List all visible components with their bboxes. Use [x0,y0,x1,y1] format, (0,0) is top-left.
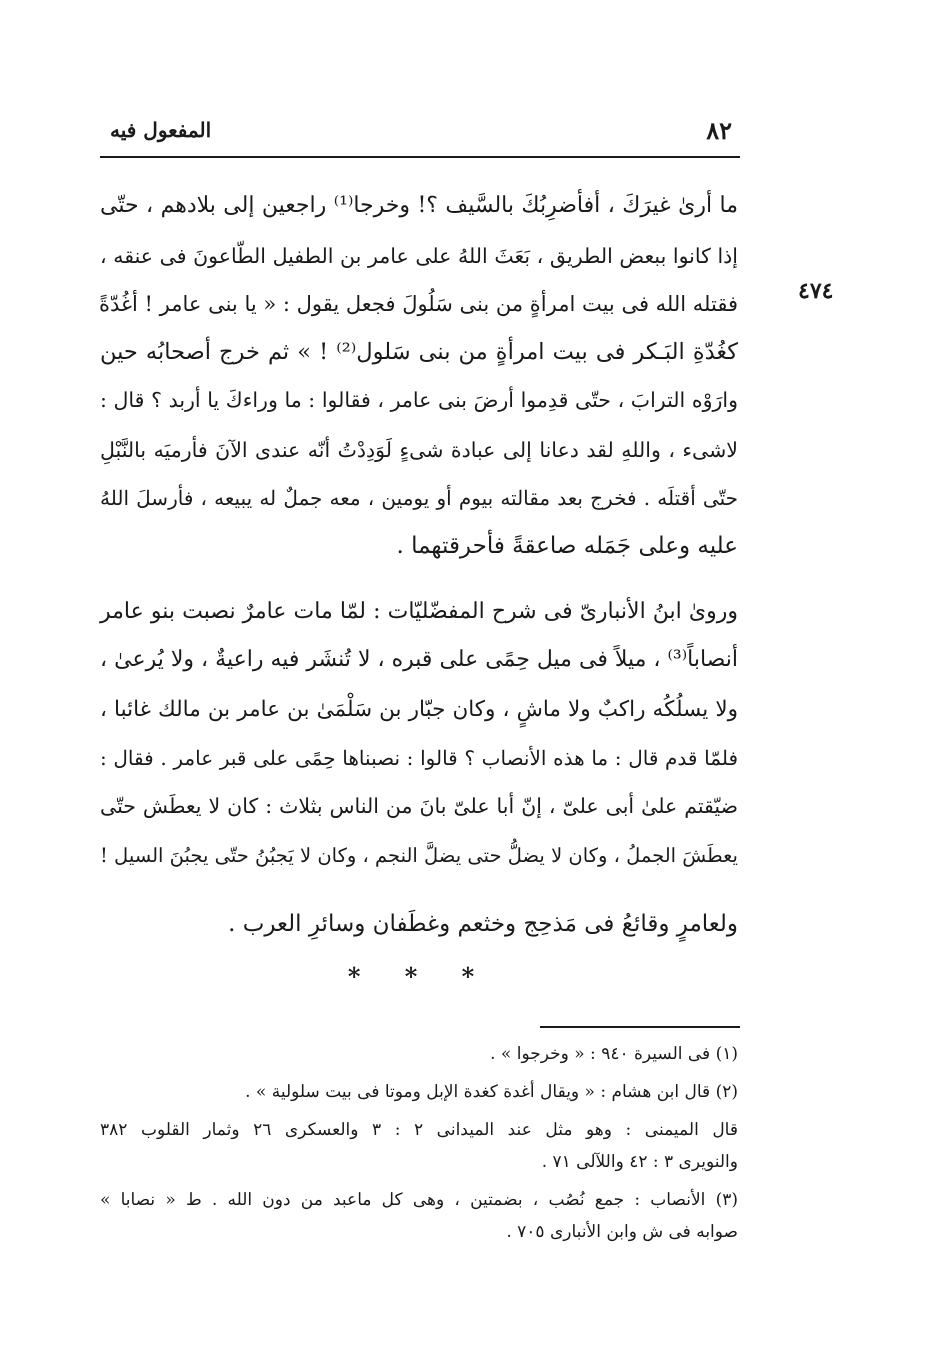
text-line: حتّى أقتلَه . فخرج بعد مقالته بيوم أو يومين ، معه جملٌ له يبيعه ، فأرسلَ اللهُ [100,486,738,510]
text-line: ضيّقتم علىٰ أبى علىّ ، إنّ أبا علىّ بانَ من الناس بثلاث : كان لا يعطَش حتّى [100,794,738,818]
text-line: عليه وعلى جَمَله صاعقةً فأحرقتهما . [396,533,738,559]
footnote: صوابه فى ش وابن الأنبارى ٧٠٥ . [506,1222,738,1242]
text-line: يعطَشَ الجملُ ، وكان لا يضلُّ حتى يضلَّ النجم ، وكان لا يَجبُنُ حتّى يجبُنَ السيل ! [100,844,738,867]
text-line: وارَوْه الترابَ ، حتّى قدِموا أرضَ بنى عامر ، فقالوا : ما وراءكَ يا أربد ؟ قال : [100,388,738,412]
text-line: كغُدّةِ البَـكر فى بيت امرأةٍ من بنى سَلول⁽²⁾ ! » ثم خرج أصحابُه حين [100,339,738,365]
page-number: ٨٢ [706,116,732,145]
footnote-rule [540,1026,740,1028]
footnote: (٣) الأنصاب : جمع نُصُب ، بضمتين ، وهى كل ماعبد من دون الله . ط « نصابا » [100,1190,738,1210]
page-header [100,112,740,158]
text-line: أنصاباً⁽³⁾ ، ميلاً فى ميل حِمًى على قبره ، لا تُنشَر فيه راعيةٌ ، ولا يُرعىٰ ، [100,647,738,672]
footnote: والنويرى ٣ : ٤٢ واللآلى ٧١ . [541,1152,738,1172]
section-separator: * * * [347,962,493,991]
margin-reference-number: ٤٧٤ [798,278,834,304]
text-line: فلمّا قدم قال : ما هذه الأنصاب ؟ قالوا : نصبناها حِمًى على قبر عامر . فقال : [100,746,739,770]
text-line: لاشىء ، واللهِ لقد دعانا إلى عبادة شىءٍ لَوَدِدْتُ أنّه عندى الآنَ فأرميَه بالنَّبْلِ [100,438,738,462]
text-line: ولعامرٍ وقائعُ فى مَذحِج وخثعم وغطَفان وسائرِ العرب . [228,911,738,937]
text-line: وروىٰ ابنُ الأنبارىّ فى شرح المفضّليّات : لمّا مات عامرٌ نصبت بنو عامر [100,599,738,624]
footnote: (١) فى السيرة ٩٤٠ : « وخرجوا » . [490,1044,738,1064]
text-line: إذا كانوا ببعض الطريق ، بَعَثَ اللهُ على عامر بن الطفيل الطّاعونَ فى عنقه ، [100,244,738,268]
footnote: قال الميمنى : وهو مثل عند الميدانى ٢ : ٣ والعسكرى ٢٦ وثمار القلوب ٣٨٢ [100,1120,738,1140]
running-title: المفعول فيه [110,118,212,142]
text-line: ما أرىٰ غيرَكَ ، أفأضرِبُكَ بالسَّيف ؟! وخرجا⁽¹⁾ راجعين إلى بلادهم ، حتّى [100,193,738,218]
text-line: ولا يسلُكُه راكبٌ ولا ماشٍ ، وكان جبّار بن سَلْمَىٰ بن عامر بن مالك غائبا ، [100,697,738,722]
footnote: (٢) قال ابن هشام : « ويقال أغدة كغدة الإبل وموتا فى بيت سلولية » . [245,1082,738,1102]
text-line: فقتله الله فى بيت امرأةٍ من بنى سَلُولَ فجعل يقول : « يا بنى عامر ! أغُدّةً [99,292,738,316]
